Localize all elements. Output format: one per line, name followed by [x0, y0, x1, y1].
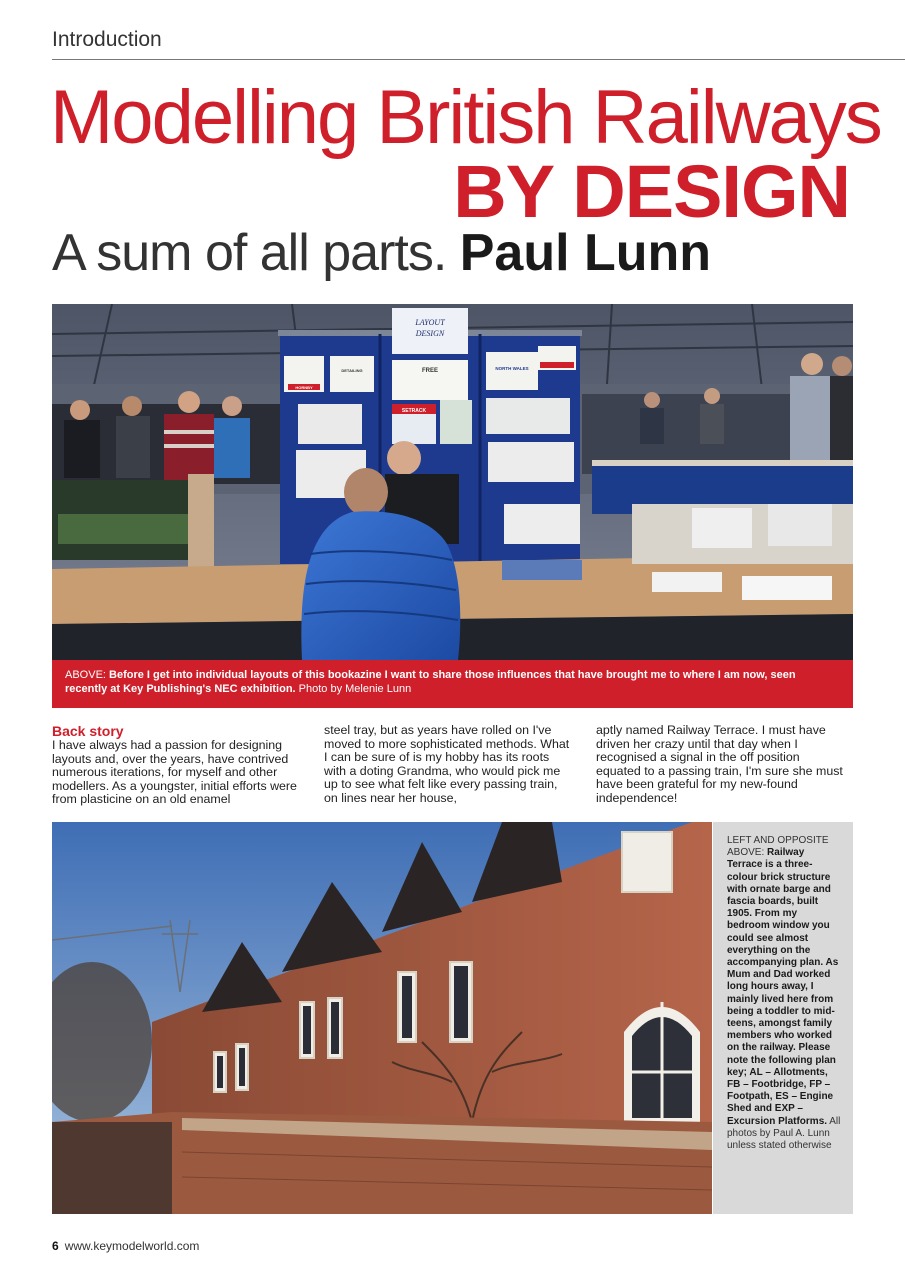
- article-column-3: aptly named Railway Terrace. I must have driven her crazy until that day when I recognised a signal in the off position equated to a passing train, I'm sure she must have been grateful for my new-found independence!: [596, 723, 843, 805]
- author-name: Paul Lunn: [459, 224, 712, 282]
- side-caption-credit: All photos by Paul A. Lunn unless stated otherwise: [727, 1115, 841, 1152]
- footer-url: www.keymodelworld.com: [64, 1239, 200, 1253]
- subtitle-text: A sum of all parts.: [52, 224, 447, 282]
- caption-prefix: ABOVE:: [65, 669, 106, 681]
- north-wales-sign: NORTH WALES: [495, 366, 529, 371]
- side-caption-prefix: LEFT AND OPPOSITE ABOVE:: [727, 835, 829, 859]
- detailing-sign: DETAILING: [341, 368, 363, 373]
- free-sign: FREE: [421, 368, 439, 374]
- railway-terrace-photo: [52, 822, 712, 1214]
- article-text-1: I have always had a passion for designing layouts and, over the years, have contrived numerous iterations, for myself and other modellers. As a youngster, initial efforts were from plasticine on an old enamel: [52, 738, 297, 807]
- section-label: Introduction: [52, 28, 162, 51]
- side-caption: [713, 822, 853, 1214]
- svg-text:LAYOUT: LAYOUT: [415, 318, 445, 327]
- setrack-sign: SETRACK: [401, 408, 427, 414]
- page-title-emphasis: BY DESIGN: [453, 150, 850, 233]
- article-column-2: steel tray, but as years have rolled on I've moved to more sophisticated methods. What I can be sure of is my hobby has its roots with a doting Grandma, who would pick me up to see what felt like every passing train, on lines near her house,: [324, 723, 570, 805]
- article-column-1: [52, 724, 300, 807]
- caption-credit: Photo by Melenie Lunn: [298, 683, 412, 695]
- page-title: Modelling British Railways: [50, 75, 881, 160]
- exhibition-photo: [52, 304, 853, 660]
- page-number: 6: [52, 1239, 59, 1253]
- hornby-sign: HORNBY: [295, 385, 313, 390]
- caption-bold-text: Before I get into individual layouts of this bookazine I want to share those influences that have brought me to where I am now, seen recently at Key Publishing's NEC exhibition.: [65, 669, 796, 695]
- article-subhead: Back story: [52, 723, 124, 739]
- header-rule: [52, 59, 905, 60]
- photo-caption: [52, 660, 853, 708]
- side-caption-bold: Railway Terrace is a three-colour brick structure with ornate barge and fascia boards, built 1905. From my bedroom window you could see almost everything on the accompanying plan. As Mum and Dad worked long hours away, I mainly lived here from being a toddler to mid-teens, amongst family members who worked on the railway. Please note the following plan key; AL – Allotments, FB – Footbridge, FP – Footpath, ES – Engine Shed and EXP – Excursion Platforms.: [727, 847, 839, 1127]
- page-footer: [52, 1239, 199, 1253]
- svg-text:DESIGN: DESIGN: [415, 329, 445, 338]
- subtitle: [52, 224, 712, 282]
